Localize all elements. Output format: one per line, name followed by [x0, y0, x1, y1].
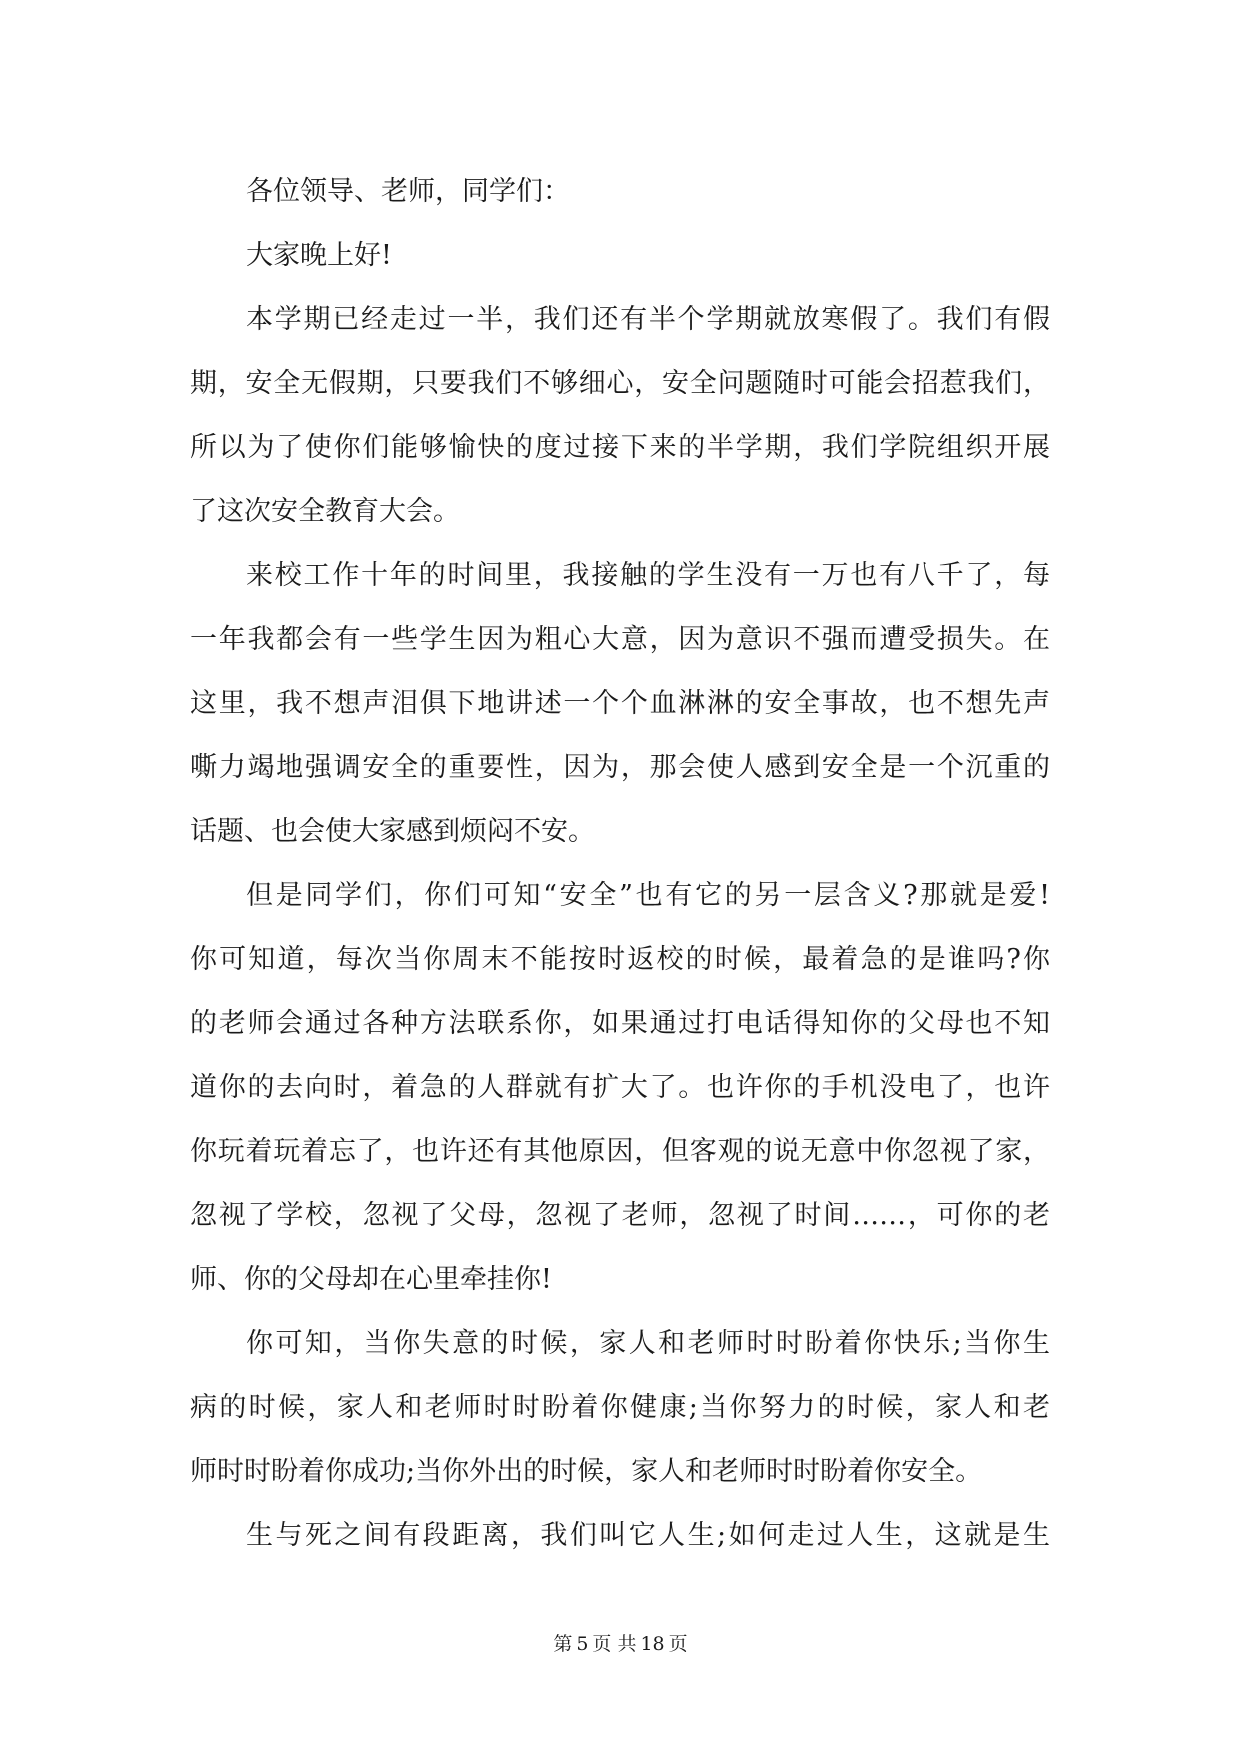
paragraph-line: 忽视了学校，忽视了父母，忽视了老师，忽视了时间……，可你的老 [190, 1200, 1050, 1231]
paragraph-line: 话题、也会使大家感到烦闷不安。 [190, 816, 595, 847]
paragraph-line: 一年我都会有一些学生因为粗心大意，因为意识不强而遭受损失。在 [190, 624, 1050, 655]
paragraph-line: 你可知，当你失意的时候，家人和老师时时盼着你快乐;当你生 [246, 1328, 1050, 1359]
paragraph-line: 病的时候，家人和老师时时盼着你健康;当你努力的时候，家人和老 [190, 1392, 1050, 1423]
paragraph-line: 嘶力竭地强调安全的重要性，因为，那会使人感到安全是一个沉重的 [190, 752, 1050, 783]
greeting-line: 大家晚上好! [246, 240, 392, 271]
current-page-number: 5 [576, 1633, 589, 1655]
paragraph-line: 来校工作十年的时间里，我接触的学生没有一万也有八千了，每 [246, 560, 1050, 591]
page-footer [0, 1632, 1241, 1656]
paragraph-line: 了这次安全教育大会。 [190, 496, 460, 527]
footer-suffix: 页 [668, 1633, 688, 1655]
body-text [190, 160, 1050, 1568]
paragraph-line: 生与死之间有段距离，我们叫它人生;如何走过人生，这就是生 [246, 1520, 1050, 1551]
paragraph-line: 你可知道，每次当你周末不能按时返校的时候，最着急的是谁吗?你 [190, 944, 1050, 975]
paragraph-line: 的老师会通过各种方法联系你，如果通过打电话得知你的父母也不知 [190, 1008, 1050, 1039]
salutation-line: 各位领导、老师，同学们： [246, 176, 570, 207]
total-page-number: 18 [640, 1633, 665, 1655]
paragraph-line: 所以为了使你们能够愉快的度过接下来的半学期，我们学院组织开展 [190, 432, 1050, 463]
paragraph-line: 但是同学们，你们可知“安全”也有它的另一层含义?那就是爱! [246, 880, 1050, 911]
paragraph-line: 你玩着玩着忘了，也许还有其他原因，但客观的说无意中你忽视了家， [190, 1136, 1050, 1167]
paragraph-line: 这里，我不想声泪俱下地讲述一个个血淋淋的安全事故，也不想先声 [190, 688, 1050, 719]
paragraph-line: 师、你的父母却在心里牵挂你! [190, 1264, 552, 1295]
paragraph-line: 期，安全无假期，只要我们不够细心，安全问题随时可能会招惹我们， [190, 368, 1050, 399]
paragraph-line: 本学期已经走过一半，我们还有半个学期就放寒假了。我们有假 [246, 304, 1050, 335]
paragraph-line: 师时时盼着你成功;当你外出的时候，家人和老师时时盼着你安全。 [190, 1456, 983, 1487]
footer-prefix: 第 [553, 1633, 573, 1655]
paragraph-line: 道你的去向时，着急的人群就有扩大了。也许你的手机没电了，也许 [190, 1072, 1050, 1103]
footer-middle: 页 共 [592, 1633, 637, 1655]
